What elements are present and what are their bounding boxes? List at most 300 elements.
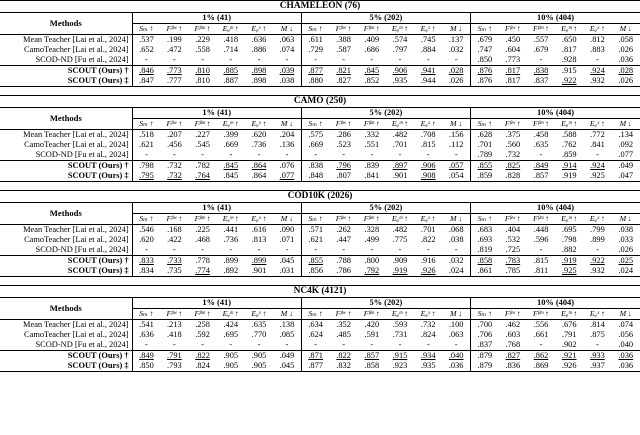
metric-value: .420 — [364, 320, 380, 330]
metric-value: .652 — [139, 45, 154, 55]
table-row — [0, 35, 640, 46]
metric-header: M ↓ — [442, 309, 470, 320]
metric-header: Fᵝᵐ ↑ — [527, 119, 555, 130]
metric-value: .725 — [505, 245, 521, 255]
metric-value: - — [342, 340, 345, 350]
metric-value: .880 — [301, 76, 329, 87]
table-row — [0, 55, 640, 66]
metric-value: .418 — [167, 330, 182, 340]
metric-value: .636 — [251, 35, 267, 45]
metric-value: - — [145, 340, 148, 350]
results-table-1 — [0, 95, 640, 182]
metric-value: .876 — [471, 76, 499, 87]
metric-value: .207 — [167, 130, 182, 140]
table-row — [0, 161, 640, 172]
metric-value: .923 — [386, 361, 414, 372]
metric-value: - — [539, 150, 543, 160]
metric-value: .914 — [555, 161, 583, 172]
metric-value: .807 — [330, 171, 358, 182]
metric-header: Fᵝʷ ↑ — [160, 24, 188, 35]
metric-value: - — [442, 340, 470, 351]
metric-header: Eᵩˣ ↑ — [414, 214, 442, 225]
metric-value: .447 — [336, 235, 351, 245]
metric-value: .857 — [358, 351, 386, 362]
dataset-title: NC4K (4121) — [0, 286, 640, 298]
metric-value: .049 — [273, 351, 301, 362]
metric-value: .028 — [612, 66, 640, 77]
metric-value: .908 — [414, 171, 442, 182]
metric-value: .810 — [188, 76, 216, 87]
table-row — [0, 45, 640, 55]
metric-value: .669 — [308, 140, 324, 150]
metric-value: - — [172, 340, 176, 350]
metric-value: .882 — [561, 245, 577, 255]
metric-header: Sₘ ↑ — [132, 119, 160, 130]
metric-value: .537 — [139, 35, 154, 45]
metric-value: .025 — [612, 256, 640, 267]
metric-value: .855 — [471, 161, 499, 172]
table-row — [0, 225, 640, 236]
metric-value: .499 — [364, 235, 380, 245]
metric-header: Eᵩᵐ ↑ — [555, 119, 583, 130]
metric-value: .204 — [273, 130, 301, 141]
metric-value: .031 — [273, 266, 301, 277]
metric-value: .886 — [251, 45, 267, 55]
metric-value: .558 — [195, 45, 210, 55]
metric-value: .729 — [308, 45, 323, 55]
metric-header: Sₘ ↑ — [471, 24, 499, 35]
metric-value: .864 — [245, 171, 273, 182]
metric-value: .778 — [189, 256, 217, 267]
metric-header: Eᵩᵐ ↑ — [386, 309, 414, 320]
metric-value: .556 — [533, 320, 549, 330]
metric-value: .905 — [217, 361, 245, 372]
metric-value: - — [145, 245, 148, 255]
budget-header: 1% (41) — [132, 13, 301, 24]
metric-value: .862 — [527, 351, 555, 362]
metric-value: .834 — [132, 266, 160, 277]
metric-value: .916 — [414, 256, 442, 267]
metric-value: - — [539, 340, 543, 350]
metric-value: .915 — [555, 66, 583, 77]
metric-value: - — [398, 340, 402, 350]
table-row — [0, 140, 640, 150]
methods-header: Methods — [0, 108, 132, 130]
metric-value: .418 — [223, 35, 239, 45]
metric-value: - — [314, 340, 318, 350]
metric-value: - — [426, 150, 430, 160]
metric-value: .815 — [527, 256, 555, 267]
metric-header: Eᵩᵐ ↑ — [555, 309, 583, 320]
method-name: CamoTeacher [Lai et al., 2024] — [0, 140, 132, 150]
metric-value: .693 — [477, 235, 493, 245]
metric-value: .033 — [618, 235, 634, 245]
metric-value: .774 — [189, 266, 217, 277]
methods-header: Methods — [0, 203, 132, 225]
metric-value: .731 — [392, 330, 408, 340]
metric-value: .735 — [160, 266, 188, 277]
table-row — [0, 320, 640, 331]
metric-value: .762 — [561, 140, 577, 150]
metric-value: - — [273, 150, 301, 161]
metric-value: .076 — [273, 161, 301, 172]
metric-value: .892 — [217, 266, 245, 277]
metric-value: .877 — [301, 66, 329, 77]
metric-value: .850 — [132, 361, 160, 372]
metric-value: .560 — [505, 140, 521, 150]
metric-value: .902 — [561, 340, 577, 350]
metric-value: .286 — [336, 130, 351, 140]
method-name: SCOD-ND [Fu et al., 2024] — [0, 150, 132, 161]
method-name: CamoTeacher [Lai et al., 2024] — [0, 235, 132, 245]
metric-value: .772 — [590, 130, 605, 140]
metric-header: Sₘ ↑ — [471, 309, 499, 320]
metric-value: .855 — [301, 256, 329, 267]
metric-value: .100 — [442, 320, 470, 331]
metric-value: - — [173, 245, 176, 255]
metric-value: .332 — [364, 130, 380, 140]
metric-value: .635 — [533, 140, 549, 150]
metric-value: .824 — [420, 330, 436, 340]
metric-header: Eᵩˣ ↑ — [583, 119, 611, 130]
metric-value: .933 — [583, 351, 611, 362]
metric-value: .924 — [583, 161, 611, 172]
metric-value: .040 — [442, 351, 470, 362]
metric-value: - — [370, 245, 374, 255]
metric-value: - — [201, 150, 205, 160]
metric-value: .799 — [590, 225, 605, 235]
metric-value: .877 — [301, 361, 329, 372]
metric-value: .049 — [612, 161, 640, 172]
metric-value: .861 — [471, 266, 499, 277]
metric-value: .679 — [477, 35, 493, 45]
metric-value: - — [229, 340, 233, 350]
table-row — [0, 361, 640, 372]
metric-value: .038 — [442, 235, 470, 245]
metric-value: .859 — [471, 171, 499, 182]
metric-value: .587 — [336, 45, 351, 55]
table-gap — [0, 87, 640, 95]
metric-value: .676 — [561, 320, 577, 330]
metric-value: .905 — [217, 351, 245, 362]
budget-header: 1% (41) — [132, 298, 301, 309]
metric-header: Sₘ ↑ — [471, 119, 499, 130]
metric-value: .571 — [308, 225, 323, 235]
metric-header: Eᵩˣ ↑ — [583, 214, 611, 225]
metric-value: .596 — [533, 235, 549, 245]
metric-value: .112 — [442, 140, 470, 150]
metric-value: - — [172, 55, 176, 65]
metric-value: - — [273, 340, 301, 351]
metric-value: .063 — [442, 330, 470, 340]
method-name: SCOD-ND [Fu et al., 2024] — [0, 340, 132, 351]
metric-value: - — [596, 150, 599, 160]
metric-value: .897 — [386, 161, 414, 172]
metric-value: - — [398, 245, 402, 255]
metric-value: - — [229, 150, 233, 160]
metric-value: .811 — [527, 266, 555, 277]
metric-value: .134 — [618, 130, 634, 140]
budget-header: 5% (202) — [301, 298, 470, 309]
metric-value: .669 — [223, 140, 239, 150]
metric-value: .695 — [223, 330, 239, 340]
metric-value: .634 — [308, 320, 323, 330]
metric-value: - — [342, 245, 346, 255]
metric-value: .650 — [561, 35, 577, 45]
metric-value: .919 — [555, 256, 583, 267]
table-row — [0, 130, 640, 141]
budget-header: 5% (202) — [301, 203, 470, 214]
metric-value: .036 — [612, 361, 640, 372]
metric-value: .593 — [392, 320, 408, 330]
metric-value: .941 — [414, 66, 442, 77]
metric-header: Fᵝʷ ↑ — [160, 214, 188, 225]
metric-value: - — [314, 245, 318, 255]
metric-value: - — [201, 55, 204, 65]
metric-value: .213 — [167, 320, 182, 330]
metric-value: .777 — [160, 76, 188, 87]
metric-value: .764 — [189, 171, 217, 182]
metric-value: .796 — [330, 161, 358, 172]
metric-header: Eᵩᵐ ↑ — [217, 119, 245, 130]
metric-value: .935 — [414, 361, 442, 372]
metric-header: M ↓ — [442, 214, 470, 225]
metric-value: .850 — [477, 55, 493, 65]
budget-header: 10% (404) — [471, 13, 640, 24]
method-name: SCOUT (Ours) ‡ — [0, 361, 132, 372]
method-name: SCOUT (Ours) † — [0, 351, 132, 362]
method-name: SCOD-ND [Fu et al., 2024] — [0, 55, 132, 66]
metric-value: .797 — [392, 45, 408, 55]
method-name: SCOUT (Ours) † — [0, 256, 132, 267]
metric-value: .899 — [245, 256, 273, 267]
metric-value: - — [426, 245, 430, 255]
metric-value: .906 — [414, 161, 442, 172]
metric-header: Fᵝᵐ ↑ — [188, 309, 216, 320]
table-row — [0, 76, 640, 87]
metric-value: .852 — [358, 76, 386, 87]
metric-value: .736 — [251, 140, 267, 150]
metric-value: - — [442, 150, 470, 161]
metric-header: Eᵩᵐ ↑ — [386, 119, 414, 130]
metric-value: .136 — [273, 140, 301, 150]
metric-value: .782 — [189, 161, 217, 172]
metric-value: - — [442, 55, 470, 66]
metric-value: .817 — [499, 76, 527, 87]
metric-value: .747 — [477, 45, 493, 55]
metric-value: .879 — [471, 361, 499, 372]
metric-value: .071 — [273, 235, 301, 245]
metric-header: Fᵝʷ ↑ — [330, 214, 358, 225]
metric-value: .919 — [555, 171, 583, 182]
dataset-title: CAMO (250) — [0, 96, 640, 108]
metric-value: .074 — [273, 45, 301, 55]
metric-value: .024 — [612, 266, 640, 277]
dataset-title-row — [0, 1, 640, 13]
metric-value: .798 — [132, 161, 160, 172]
table-row — [0, 245, 640, 256]
metric-value: .773 — [160, 66, 188, 77]
dataset-title-row — [0, 286, 640, 298]
metric-value: .686 — [364, 45, 380, 55]
metric-value: .837 — [527, 76, 555, 87]
metric-value: .026 — [442, 76, 470, 87]
metric-value: .925 — [555, 266, 583, 277]
metric-value: .732 — [160, 171, 188, 182]
metric-value: .944 — [414, 76, 442, 87]
metric-value: .036 — [442, 361, 470, 372]
metric-value: .785 — [499, 266, 527, 277]
metric-value: .815 — [420, 140, 436, 150]
metric-header: Sₘ ↑ — [471, 214, 499, 225]
metric-value: .859 — [561, 150, 577, 160]
metric-value: .837 — [477, 340, 493, 350]
method-name: SCOUT (Ours) ‡ — [0, 76, 132, 87]
metric-header: Fᵝʷ ↑ — [330, 309, 358, 320]
metric-value: .800 — [358, 256, 386, 267]
metric-value: .788 — [330, 256, 358, 267]
metric-value: .063 — [273, 35, 301, 46]
metric-value: .925 — [583, 171, 611, 182]
metric-value: .701 — [392, 140, 408, 150]
metric-value: .775 — [392, 235, 408, 245]
metric-value: .611 — [308, 35, 323, 45]
metric-value: .399 — [223, 130, 239, 140]
metric-value: .795 — [132, 171, 160, 182]
metric-value: - — [342, 150, 346, 160]
methods-header: Methods — [0, 298, 132, 320]
metric-value: .922 — [583, 256, 611, 267]
metric-value: .036 — [618, 55, 634, 65]
metric-value: .036 — [612, 351, 640, 362]
table-row — [0, 266, 640, 277]
budget-header: 10% (404) — [471, 298, 640, 309]
metric-value: .876 — [471, 66, 499, 77]
metric-value: .620 — [139, 235, 154, 245]
metric-value: - — [442, 245, 470, 256]
metric-value: .847 — [132, 76, 160, 87]
metric-value: .841 — [590, 140, 605, 150]
metric-value: .732 — [420, 320, 436, 330]
metric-value: .714 — [223, 45, 239, 55]
metric-value: .352 — [336, 320, 351, 330]
metric-header: M ↓ — [273, 309, 301, 320]
metric-value: .798 — [561, 235, 577, 245]
metric-value: .849 — [132, 351, 160, 362]
methods-header: Methods — [0, 13, 132, 35]
metric-header: Sₘ ↑ — [301, 309, 329, 320]
metric-value: .745 — [420, 35, 436, 45]
metric-header: Eᵩˣ ↑ — [245, 119, 273, 130]
metric-value: .935 — [386, 76, 414, 87]
metric-header: Sₘ ↑ — [301, 24, 329, 35]
metric-header: M ↓ — [612, 214, 640, 225]
table-row — [0, 66, 640, 77]
metric-header: Eᵩˣ ↑ — [414, 309, 442, 320]
metric-header: Fᵝᵐ ↑ — [358, 24, 386, 35]
metric-value: - — [314, 55, 318, 65]
metric-value: .636 — [139, 330, 154, 340]
metric-value: - — [426, 340, 430, 350]
metric-header: Eᵩˣ ↑ — [583, 309, 611, 320]
metric-value: .856 — [301, 266, 329, 277]
metric-value: .409 — [364, 35, 380, 45]
metric-value: .227 — [195, 130, 210, 140]
metric-header: Fᵝᵐ ↑ — [358, 119, 386, 130]
metric-value: .485 — [336, 330, 351, 340]
metric-value: .620 — [251, 130, 267, 140]
metric-value: - — [145, 150, 148, 160]
metric-value: - — [257, 55, 261, 65]
metric-value: .839 — [358, 161, 386, 172]
metric-value: .700 — [477, 320, 493, 330]
metric-value: .879 — [471, 351, 499, 362]
metric-value: - — [173, 150, 176, 160]
metric-value: .937 — [583, 361, 611, 372]
metric-value: .635 — [251, 320, 267, 330]
metric-value: - — [398, 150, 402, 160]
method-name: SCOUT (Ours) † — [0, 66, 132, 77]
metric-value: .919 — [386, 266, 414, 277]
metric-value: .057 — [442, 161, 470, 172]
metric-value: .825 — [499, 161, 527, 172]
table-row — [0, 351, 640, 362]
metric-value: .817 — [561, 45, 577, 55]
metric-value: .456 — [167, 140, 182, 150]
metric-value: .058 — [618, 35, 634, 45]
metric-value: - — [257, 150, 261, 160]
table-gap — [0, 277, 640, 285]
metric-value: .092 — [618, 140, 634, 150]
metric-value: .137 — [442, 35, 470, 46]
metric-value: .789 — [477, 150, 493, 160]
metric-value: .887 — [217, 76, 245, 87]
metric-value: .869 — [527, 361, 555, 372]
metric-value: .138 — [273, 320, 301, 331]
metric-value: .858 — [471, 256, 499, 267]
metric-value: .905 — [245, 361, 273, 372]
metric-header: Eᵩᵐ ↑ — [217, 214, 245, 225]
metric-value: .482 — [392, 225, 408, 235]
metric-value: .077 — [618, 150, 634, 160]
budget-header: 1% (41) — [132, 203, 301, 214]
metric-value: .028 — [442, 66, 470, 77]
metric-value: .901 — [245, 266, 273, 277]
method-name: SCOUT (Ours) † — [0, 161, 132, 172]
metric-header: Fᵝᵐ ↑ — [527, 309, 555, 320]
metric-value: .883 — [590, 45, 605, 55]
metric-value: .229 — [195, 35, 210, 45]
metric-value: .448 — [533, 225, 549, 235]
metric-value: .898 — [245, 76, 273, 87]
metric-value: .603 — [505, 330, 521, 340]
budget-header-row — [0, 298, 640, 309]
metric-header: Fᵝʷ ↑ — [499, 309, 527, 320]
metric-value: - — [273, 55, 301, 66]
metric-value: .032 — [442, 256, 470, 267]
metric-value: .810 — [188, 66, 216, 77]
method-name: Mean Teacher [Lai et al., 2024] — [0, 130, 132, 141]
metric-value: .793 — [160, 361, 188, 372]
method-name: Mean Teacher [Lai et al., 2024] — [0, 35, 132, 46]
metric-value: .024 — [442, 266, 470, 277]
metric-value: .038 — [618, 225, 634, 235]
metric-value: .846 — [132, 66, 160, 77]
metric-value: .791 — [561, 330, 577, 340]
metric-header: Eᵩˣ ↑ — [414, 24, 442, 35]
metric-value: .085 — [273, 330, 301, 340]
metric-value: .575 — [308, 130, 324, 140]
